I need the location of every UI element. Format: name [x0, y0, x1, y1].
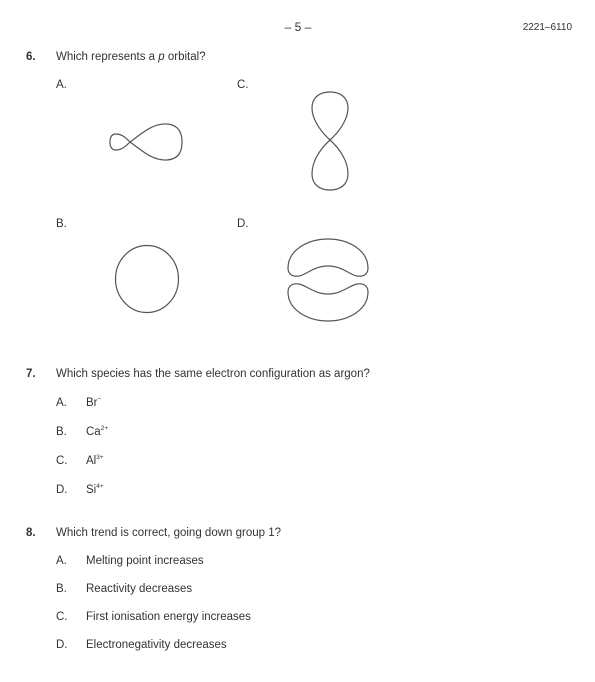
question-text-italic: p — [158, 51, 165, 63]
option-text-a: Melting point increases — [86, 555, 204, 567]
question-text-part: Which represents a — [56, 51, 159, 63]
option-letter-b: B. — [56, 426, 67, 438]
asymmetric-lobe-orbital-diagram — [100, 115, 190, 165]
option-letter-d: D. — [237, 218, 249, 230]
option-text-b: Reactivity decreases — [86, 583, 193, 595]
element-symbol: Ca — [86, 426, 101, 438]
option-text-d: Electronegativity decreases — [86, 639, 227, 651]
crescent-pair-orbital-diagram — [282, 234, 374, 326]
element-symbol: Si — [86, 484, 97, 496]
option-species-c — [86, 455, 104, 467]
option-species-d — [86, 484, 104, 496]
option-text-c: First ionisation energy increases — [86, 611, 251, 623]
ion-charge: − — [97, 396, 102, 404]
option-letter-d: D. — [56, 639, 68, 651]
ion-charge: 2+ — [100, 425, 109, 433]
option-letter-a: A. — [56, 397, 67, 409]
exam-code: 2221–6110 — [522, 22, 572, 33]
question-text-part: orbital? — [164, 51, 206, 63]
option-letter-c: C. — [237, 79, 249, 91]
option-letter-c: C. — [56, 611, 68, 623]
ion-charge: 3+ — [96, 454, 104, 462]
option-letter-a: A. — [56, 79, 67, 91]
question-number: 7. — [26, 368, 36, 380]
question-number: 6. — [26, 51, 36, 63]
option-species-a — [86, 397, 101, 409]
element-symbol: Br — [86, 397, 98, 409]
question-text: Which species has the same electron configuration as argon? — [56, 368, 370, 380]
element-symbol: Al — [86, 455, 97, 467]
figure-eight-orbital-diagram — [305, 88, 355, 194]
option-letter-c: C. — [56, 455, 68, 467]
page-number: – 5 – — [284, 20, 312, 34]
question-text — [56, 51, 206, 63]
sphere-orbital-diagram — [110, 241, 184, 317]
question-text: Which trend is correct, going down group 1? — [56, 527, 282, 539]
option-letter-a: A. — [56, 555, 67, 567]
option-letter-b: B. — [56, 583, 67, 595]
option-letter-b: B. — [56, 218, 67, 230]
option-letter-d: D. — [56, 484, 68, 496]
ion-charge: 4+ — [96, 483, 104, 491]
question-number: 8. — [26, 527, 36, 539]
option-species-b — [86, 426, 108, 438]
